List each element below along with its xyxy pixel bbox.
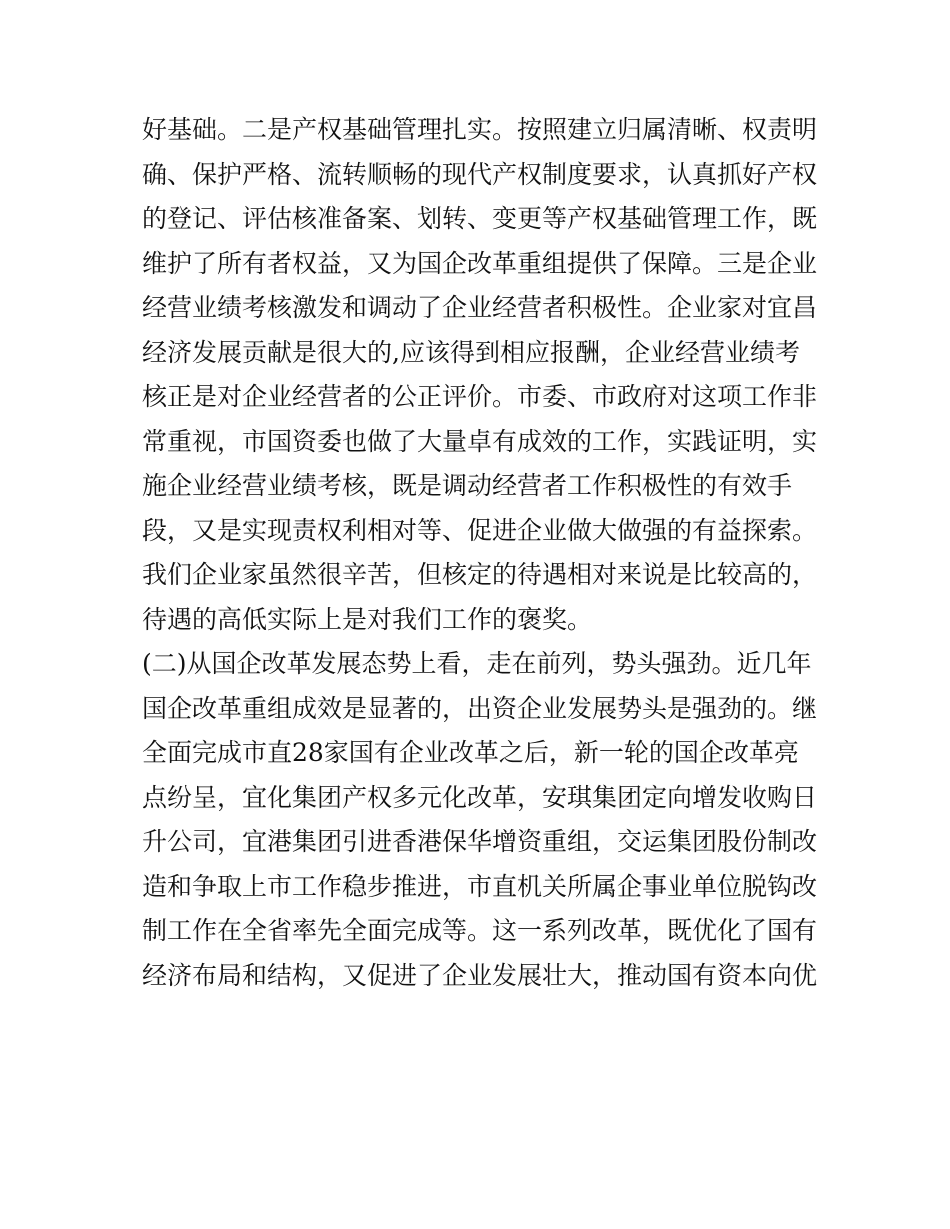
text-line-14: 国企改革重组成效是显著的，出资企业发展势头是强劲的。继 (142, 693, 818, 723)
text-line-17: 升公司，宜港集团引进香港保华增资重组，交运集团股份制改 (142, 827, 818, 856)
text-line-10: 段，又是实现责权利相对等、促进企业做大做强的有益探索。 (142, 515, 818, 545)
text-line-13: (二)从国企改革发展态势上看，走在前列，势头强劲。近几年 (142, 649, 812, 678)
text-line-5: 经营业绩考核激发和调动了企业经营者积极性。企业家对宜昌 (142, 293, 818, 322)
text-line-11: 我们企业家虽然很辛苦，但核定的待遇相对来说是比较高的， (142, 560, 818, 589)
text-line-16: 点纷呈，宜化集团产权多元化改革，安琪集团定向增发收购日 (142, 782, 818, 812)
text-line-15: 全面完成市直28家国有企业改革之后，新一轮的国企改革亮 (142, 738, 799, 767)
body-text (142, 108, 822, 998)
text-line-4: 维护了所有者权益，又为国企改革重组提供了保障。三是企业 (142, 248, 818, 278)
text-line-1: 好基础。二是产权基础管理扎实。按照建立归属清晰、权责明 (142, 115, 818, 144)
text-line-9: 施企业经营业绩考核，既是调动经营者工作积极性的有效手 (142, 471, 793, 500)
text-line-12: 待遇的高低实际上是对我们工作的褒奖。 (142, 604, 593, 634)
text-line-20: 经济布局和结构，又促进了企业发展壮大，推动国有资本向优 (142, 960, 818, 990)
text-line-7: 核正是对企业经营者的公正评价。市委、市政府对这项工作非 (142, 382, 818, 411)
text-line-2: 确、保护严格、流转顺畅的现代产权制度要求，认真抓好产权 (142, 159, 818, 189)
text-line-19: 制工作在全省率先全面完成等。这一系列改革，既优化了国有 (142, 916, 818, 945)
text-line-8: 常重视，市国资委也做了大量卓有成效的工作，实践证明，实 (142, 426, 818, 456)
text-line-3: 的登记、评估核准备案、划转、变更等产权基础管理工作，既 (142, 204, 818, 233)
text-line-18: 造和争取上市工作稳步推进，市直机关所属企事业单位脱钩改 (142, 871, 818, 901)
text-line-6: 经济发展贡献是很大的,应该得到相应报酬，企业经营业绩考 (142, 337, 800, 367)
